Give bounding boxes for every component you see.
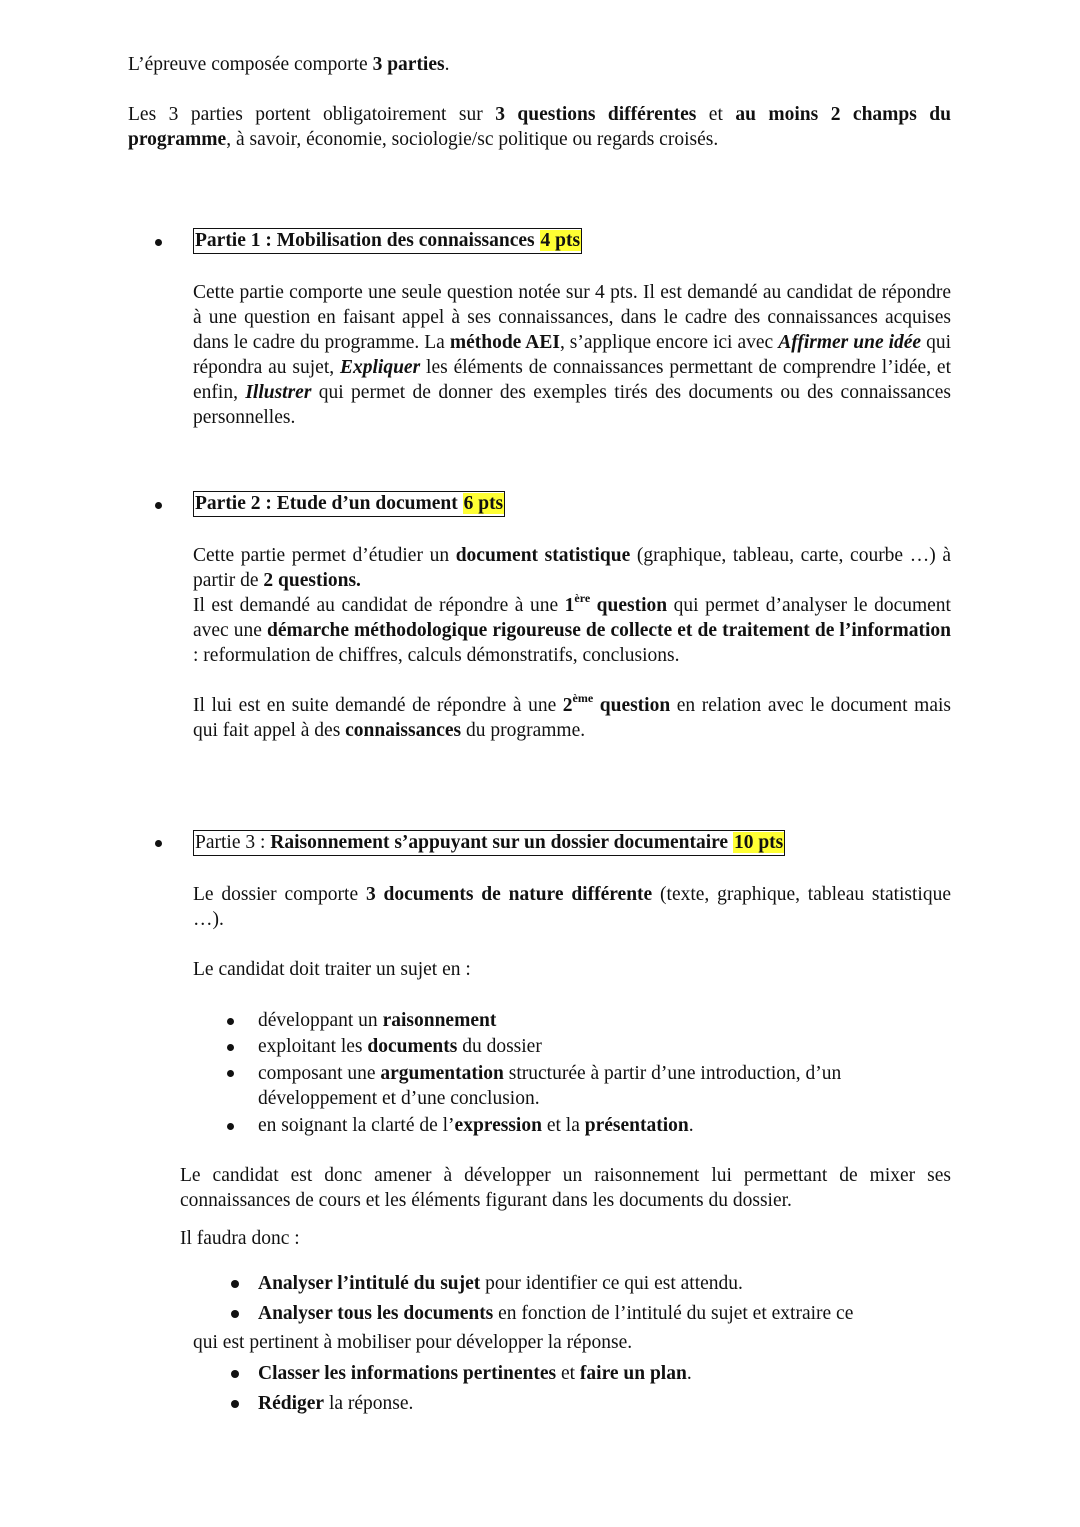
part3-heading: Partie 3 : Raisonnement s’appuyant sur un dossier documentaire 10 pts <box>193 830 785 856</box>
part1-points: 4 pts <box>540 230 581 251</box>
part3-points: 10 pts <box>733 832 784 853</box>
bullet-part1 <box>155 239 162 246</box>
part3-paragraph-e: Le candidat doit traiter un sujet en : <box>193 959 471 980</box>
list-item: développant un raisonnement <box>258 1010 497 1031</box>
part2-paragraph-c: Il lui est en suite demandé de répondre à une 2ème question en relation avec le document mais qui fait appel à des connaissances du programme. <box>193 690 951 741</box>
bullet-part2 <box>155 502 162 509</box>
part2-paragraph-b: Il est demandé au candidat de répondre à une 1ère question qui permet d’analyser le document avec une démarche méthodologique rigoureuse de collecte et de traitement de l’information : reformulation de chiffres, calculs démonstratifs, conclusions. <box>193 590 951 666</box>
part3-paragraph-g: Il faudra donc : <box>180 1228 300 1249</box>
list-bullet <box>227 1070 234 1077</box>
step-item: Rédiger la réponse. <box>258 1393 414 1414</box>
step-bullet <box>231 1400 239 1408</box>
list-item: composant une argumentation structurée à partir d’une introduction, d’un développement et d’une conclusion. <box>258 1063 842 1109</box>
step-item: Analyser l’intitulé du sujet pour identifier ce qui est attendu. <box>258 1273 743 1294</box>
step-bullet <box>231 1310 239 1318</box>
intro-line: L’épreuve composée comporte 3 parties. <box>128 54 450 75</box>
step-bullet <box>231 1280 239 1288</box>
bullet-part3 <box>155 840 162 847</box>
part2-points: 6 pts <box>463 493 504 514</box>
part1-paragraph: Cette partie comporte une seule question notée sur 4 pts. Il est demandé au candidat de répondre à une question en faisant appel à ses connaissances, dans le cadre des connaissances acquises dans le cadre du programme. La méthode AEI, s’applique encore ici avec Affirmer une idée qui répondra au sujet, Expliquer les éléments de connaissances permettant de comprendre l’idée, et enfin, Illustrer qui permet de donner des exemples tirés des documents ou des connaissances personnelles. <box>193 282 952 428</box>
step-item: Analyser tous les documents en fonction de l’intitulé du sujet et extraire ce <box>258 1303 854 1324</box>
part3-paragraph-f: Le candidat est donc amener à développer un raisonnement lui permettant de mixer ses connaissances de cours et les éléments figurant dans les documents du dossier. <box>180 1165 951 1211</box>
step-item-continuation: qui est pertinent à mobiliser pour développer la réponse. <box>193 1332 633 1353</box>
list-item: en soignant la clarté de l’expression et la présentation. <box>258 1115 694 1136</box>
intro-paragraph: Les 3 parties portent obligatoirement sur 3 questions différentes et au moins 2 champs du programme, à savoir, économie, sociologie/sc politique ou regards croisés. <box>128 104 951 150</box>
list-bullet <box>227 1018 234 1025</box>
part1-heading: Partie 1 : Mobilisation des connaissances 4 pts <box>193 228 582 254</box>
list-bullet <box>227 1044 234 1051</box>
part2-heading: Partie 2 : Etude d’un document 6 pts <box>193 491 505 517</box>
list-item: exploitant les documents du dossier <box>258 1036 542 1057</box>
part2-paragraph-a: Cette partie permet d’étudier un document statistique (graphique, tableau, carte, courbe …) à partir de 2 questions. <box>193 545 951 591</box>
part3-paragraph-d: Le dossier comporte 3 documents de nature différente (texte, graphique, tableau statistique …). <box>193 884 952 930</box>
step-bullet <box>231 1370 239 1378</box>
step-item: Classer les informations pertinentes et faire un plan. <box>258 1363 692 1384</box>
list-bullet <box>227 1123 234 1130</box>
